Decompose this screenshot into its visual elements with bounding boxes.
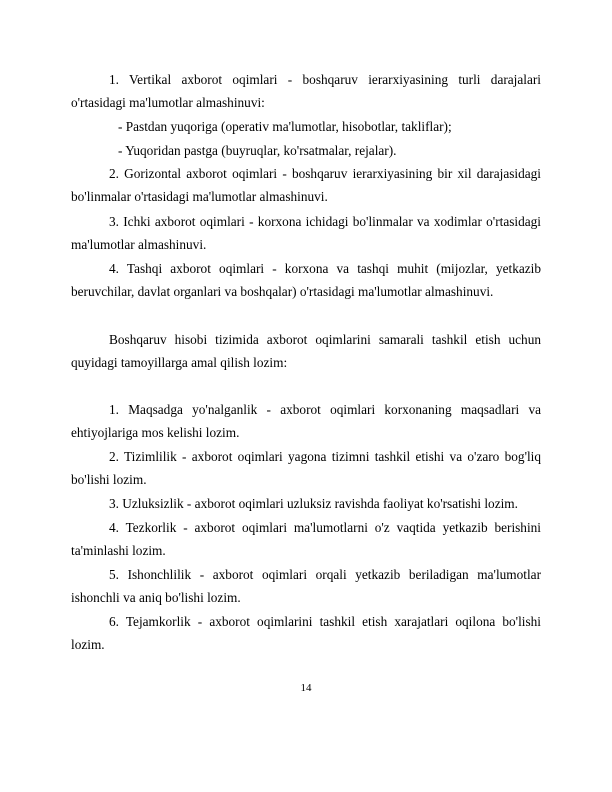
principles-intro: Boshqaruv hisobi tizimida axborot oqimlarini samarali tashkil etish uchun quyidagi tamoyillarga amal qilish lozim: <box>71 332 541 371</box>
page-number: 14 <box>300 682 312 694</box>
flow-subitem-top-down: - Yuqoridan pastga (buyruqlar, ko'rsatmalar, rejalar). <box>118 143 397 158</box>
principle-economy: 6. Tejamkorlik - axborot oqimlarini tashkil etish xarajatlari oqilona bo'lishi lozim. <box>71 614 541 653</box>
flow-item-horizontal: 2. Gorizontal axborot oqimlari - boshqaruv ierarxiyasining bir xil darajasidagi bo'linmalar o'rtasidagi ma'lumotlar almashinuvi. <box>71 166 541 205</box>
principle-purpose: 1. Maqsadga yo'nalganlik - axborot oqimlari korxonaning maqsadlari va ehtiyojlariga mos kelishi lozim. <box>71 402 541 441</box>
flow-subitem-bottom-up: - Pastdan yuqoriga (operativ ma'lumotlar, hisobotlar, takliflar); <box>118 119 452 134</box>
principle-speed: 4. Tezkorlik - axborot oqimlari ma'lumotlarni o'z vaqtida yetkazib berishini ta'minlashi lozim. <box>71 520 541 559</box>
flow-item-vertical: 1. Vertikal axborot oqimlari - boshqaruv ierarxiyasining turli darajalari o'rtasidagi ma'lumotlar almashinuvi: <box>71 72 541 111</box>
flow-item-external: 4. Tashqi axborot oqimlari - korxona va tashqi muhit (mijozlar, yetkazib beruvchilar, davlat organlari va boshqalar) o'rtasidagi ma'lumotlar almashinuvi. <box>71 261 541 300</box>
principle-systematic: 2. Tizimlilik - axborot oqimlari yagona tizimni tashkil etishi va o'zaro bog'liq bo'lishi lozim. <box>71 449 541 488</box>
flow-item-internal: 3. Ichki axborot oqimlari - korxona ichidagi bo'linmalar va xodimlar o'rtasidagi ma'lumotlar almashinuvi. <box>71 214 541 253</box>
principle-reliability: 5. Ishonchlilik - axborot oqimlari orqali yetkazib beriladigan ma'lumotlar ishonchli va aniq bo'lishi lozim. <box>71 567 541 606</box>
principle-continuity: 3. Uzluksizlik - axborot oqimlari uzluksiz ravishda faoliyat ko'rsatishi lozim. <box>109 496 518 511</box>
